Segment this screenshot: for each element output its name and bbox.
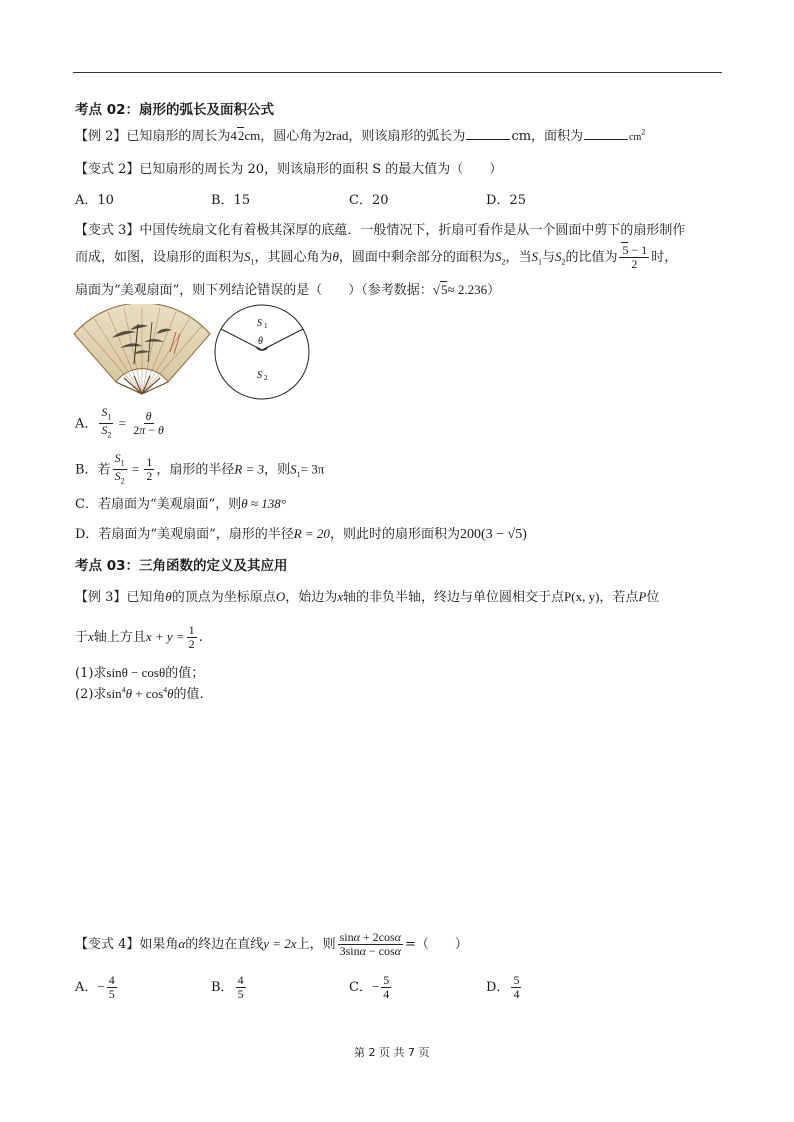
variant-3-line3: 扇面为“美观扇面”，则下列结论错误的是（ ）（参考数据：√5≈ 2.236） [75, 282, 501, 298]
example-2: 【例 2】已知扇形的周长为42cm，圆心角为2rad，则该扇形的弧长为 cm，面积为 $cm^2$ [75, 127, 646, 144]
variant-3-line2: 而成，如图，设扇形的面积为$S_1$，其圆心角为θ，圆面中剩余部分的面积为$S_2$，当$S_1$与$S_2$的比值为 $\frac{5 - 1}{2}$ 时， [75, 243, 678, 271]
variant-4-option-a[interactable]: A．− $\frac{4}{5}$ [75, 973, 115, 1001]
label-s2-sub: 2 [264, 374, 268, 382]
variant-3-option-c[interactable]: C．若扇面为“美观扇面”，则θ ≈ 138° [75, 496, 286, 512]
variant-4-option-d[interactable]: D． $\frac{5}{4}$ [486, 973, 520, 1001]
example-3-line1: 【例 3】已知角θ的顶点为坐标原点O，始边为x轴的非负半轴，终边与单位圆相交于点P(x, y)，若点P位 [75, 589, 660, 605]
circle-outline [215, 305, 309, 399]
sector-circle-diagram [212, 302, 312, 402]
page-footer: 第 2 页 共 7 页 [354, 1046, 430, 1059]
variant-4: 【变式 4】如果角α的终边在直线y = 2x上，则 $\frac{\sin\alpha + 2\cos\alpha}{3\sin\alpha - \cos\alpha}$ =（ ） [75, 930, 468, 958]
variant-4-option-c[interactable]: C．− $\frac{5}{4}$ [349, 973, 390, 1001]
label-theta: θ [258, 336, 263, 347]
sector-radius-right [262, 329, 303, 350]
answer-blank-area[interactable] [584, 127, 628, 140]
variant-2-option-d[interactable]: D．25 [486, 193, 526, 208]
variant-2: 【变式 2】已知扇形的周长为 20，则该扇形的面积 S 的最大值为（ ） [75, 162, 503, 177]
answer-blank-arc[interactable] [466, 127, 510, 140]
variant-4-option-b[interactable]: B． $\frac{4}{5}$ [211, 973, 244, 1001]
example-3-line2: 于x轴上方且x + y = $\frac{1}{2}$ . [75, 623, 203, 651]
header-rule [73, 72, 722, 73]
label-s2: S [257, 370, 262, 381]
variant-2-option-a[interactable]: A．10 [75, 193, 114, 208]
sector-radius-left [221, 329, 262, 350]
folding-fan-image [72, 304, 212, 396]
label-s1-sub: 1 [264, 322, 268, 330]
variant-2-option-c[interactable]: C．20 [349, 193, 389, 208]
section-title-03: 考点 03：三角函数的定义及其应用 [75, 558, 288, 574]
variant-3-option-b[interactable]: B．若 $\frac{S_1}{S_2}$ = $\frac{1}{2}$ ，扇形的半径R = 3，则$S_1= 3\pi$ [75, 451, 325, 486]
variant-3-line1: 【变式 3】中国传统扇文化有着极其深厚的底蕴．一般情况下，折扇可看作是从一个圆面中剪下的扇形制作 [75, 223, 686, 238]
variant-2-option-b[interactable]: B．15 [211, 193, 251, 208]
variant-3-option-d[interactable]: D．若扇面为“美观扇面”，扇形的半径R = 20，则此时的扇形面积为200(3 − √5) [75, 526, 527, 542]
section-title-02: 考点 02：扇形的弧长及面积公式 [75, 102, 274, 118]
variant-3-option-a[interactable]: A． $\frac{S_1}{S_2}$ = $\frac{\theta}{2\pi - \theta}$ [75, 405, 164, 440]
question-2: (2)求$\sin^4\theta + \cos^4\theta$的值. [75, 685, 204, 702]
label-s1: S [257, 318, 262, 329]
question-1: (1)求sinθ − cosθ的值； [75, 665, 205, 681]
